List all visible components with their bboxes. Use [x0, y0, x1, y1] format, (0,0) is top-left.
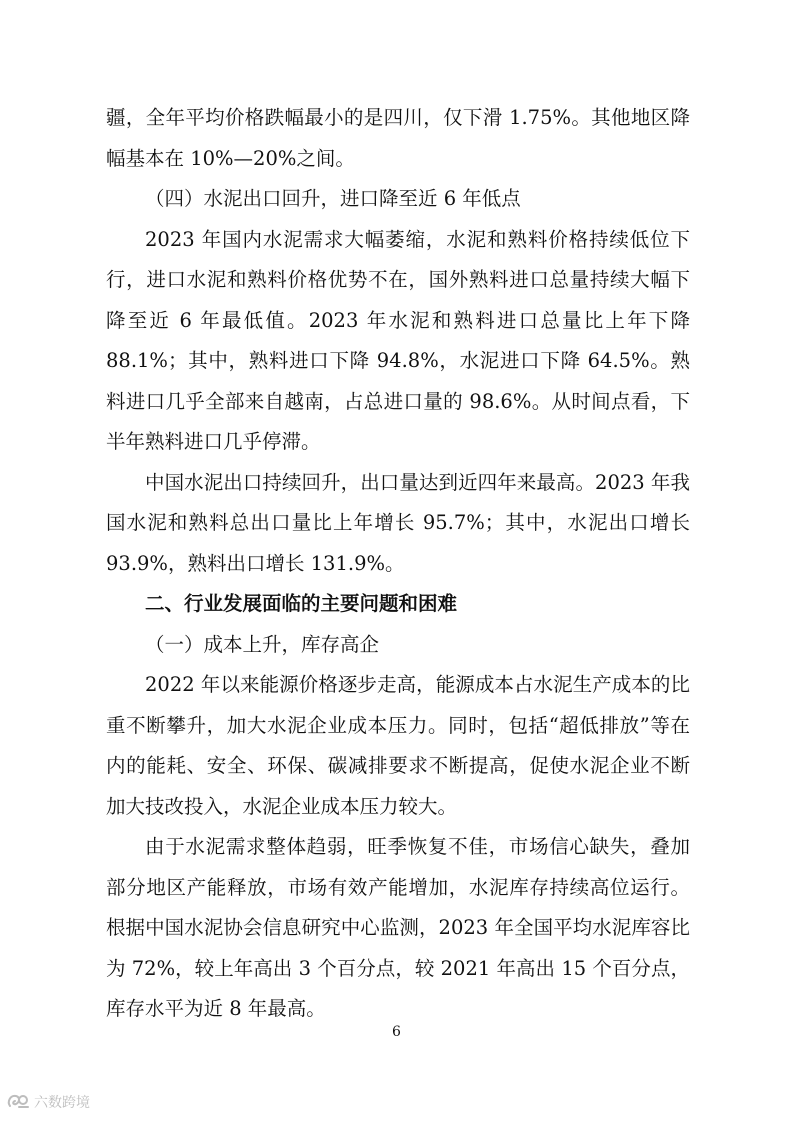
watermark — [6, 1092, 90, 1112]
section-heading-one: （一）成本上升，库存高企 — [145, 632, 380, 656]
paragraph-imports: 2023 年国内水泥需求大幅萎缩，水泥和熟料价格持续低位下行，进口水泥和熟料价格优势不在，国外熟料进口总量持续大幅下降至近 6 年最低值。2023 年水泥和熟料进口总量比上年下降 88.1%；其中，熟料进口下降 94.8%，水泥进口下降 64.5%。熟料进口几乎全部来自越南，占总进口量的 98.6%。从时间点看，下半年熟料进口几乎停滞。 — [106, 227, 690, 453]
paragraph-cost: 2022 年以来能源价格逐步走高，能源成本占水泥生产成本的比重不断攀升，加大水泥企业成本压力。同时，包括“超低排放”等在内的能耗、安全、环保、碳减排要求不断提高，促使水泥企业不断加大技改投入，水泥企业成本压力较大。 — [106, 673, 690, 818]
page-number: 6 — [392, 1024, 401, 1040]
document-body — [106, 98, 690, 1030]
chapter-heading-two: 二、行业发展面临的主要问题和困难 — [145, 592, 458, 615]
watermark-text: 六数跨境 — [34, 1095, 90, 1111]
paragraph-exports: 中国水泥出口持续回升，出口量达到近四年来最高。2023 年我国水泥和熟料总出口量比上年增长 95.7%；其中，水泥出口增长 93.9%，熟料出口增长 131.9%。 — [106, 470, 690, 575]
paragraph-inventory: 由于水泥需求整体趋弱，旺季恢复不佳，市场信心缺失，叠加部分地区产能释放，市场有效产能增加，水泥库存持续高位运行。根据中国水泥协会信息研究中心监测，2023 年全国平均水泥库容比为 72%，较上年高出 3 个百分点，较 2021 年高出 15 个百分点，库存水平为近 8 年最高。 — [106, 835, 690, 1020]
section-heading-four: （四）水泥出口回升，进口降至近 6 年低点 — [145, 187, 521, 210]
paragraph-continued: 疆，全年平均价格跌幅最小的是四川，仅下滑 1.75%。其他地区降幅基本在 10%—20%之间。 — [106, 106, 690, 170]
brand-logo-icon — [6, 1092, 30, 1112]
